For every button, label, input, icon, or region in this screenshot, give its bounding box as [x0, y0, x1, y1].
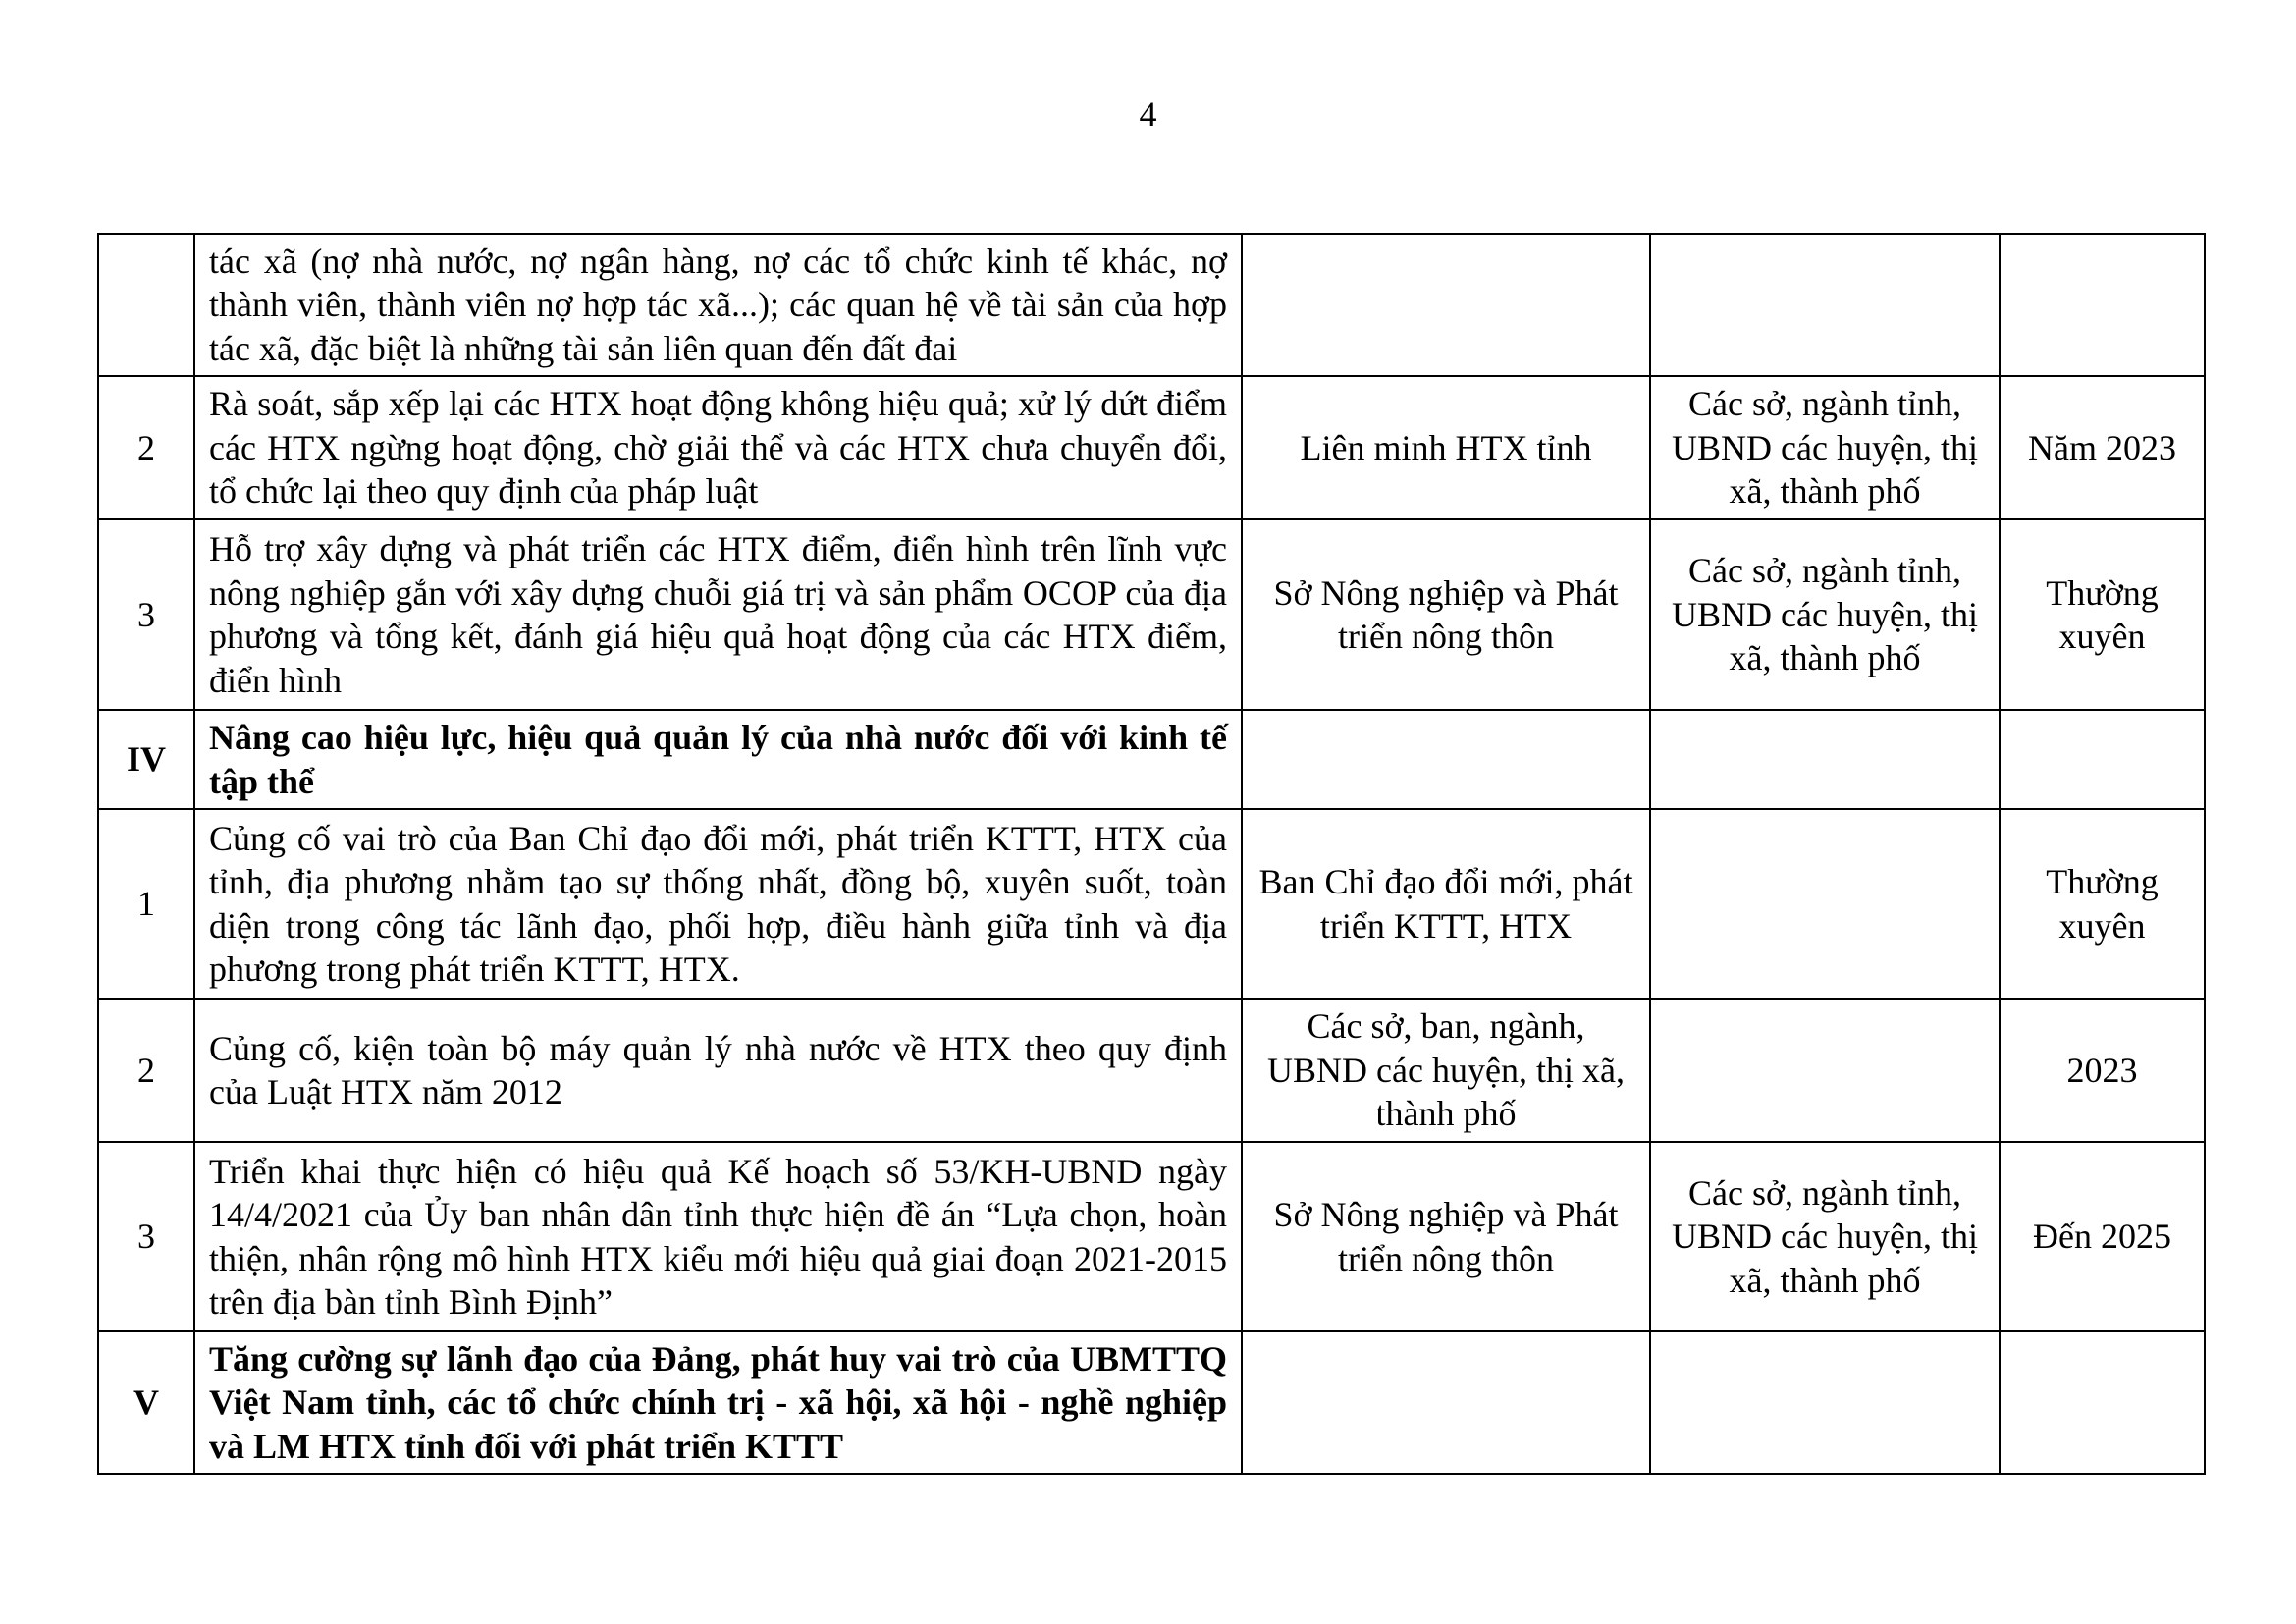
- coordinating-agency: Các sở, ngành tỉnh, UBND các huyện, thị xã, thành phố: [1650, 519, 2000, 710]
- row-number: 2: [98, 999, 194, 1142]
- lead-agency: Sở Nông nghiệp và Phát triển nông thôn: [1242, 519, 1650, 710]
- task-content: Rà soát, sắp xếp lại các HTX hoạt động không hiệu quả; xử lý dứt điểm các HTX ngừng hoạt động, chờ giải thể và các HTX chưa chuyển đổi, tổ chức lại theo quy định của pháp luật: [194, 376, 1242, 519]
- section-number: IV: [98, 710, 194, 809]
- row-number: 2: [98, 376, 194, 519]
- coordinating-agency: [1650, 1331, 2000, 1474]
- completion-time: [2000, 234, 2205, 376]
- lead-agency: [1242, 1331, 1650, 1474]
- lead-agency: Các sở, ban, ngành, UBND các huyện, thị xã, thành phố: [1242, 999, 1650, 1142]
- section-number: V: [98, 1331, 194, 1474]
- completion-time: Đến 2025: [2000, 1142, 2205, 1331]
- completion-time: Thường xuyên: [2000, 809, 2205, 999]
- table-row: [98, 999, 2205, 1142]
- table-row: [98, 1142, 2205, 1331]
- coordinating-agency: [1650, 710, 2000, 809]
- completion-time: 2023: [2000, 999, 2205, 1142]
- completion-time: Năm 2023: [2000, 376, 2205, 519]
- row-number: 1: [98, 809, 194, 999]
- table-row: [98, 234, 2205, 376]
- section-title: Tăng cường sự lãnh đạo của Đảng, phát huy vai trò của UBMTTQ Việt Nam tỉnh, các tổ chức chính trị - xã hội, xã hội - nghề nghiệp và LM HTX tỉnh đối với phát triển KTTT: [194, 1331, 1242, 1474]
- task-content: Củng cố, kiện toàn bộ máy quản lý nhà nước về HTX theo quy định của Luật HTX năm 2012: [194, 999, 1242, 1142]
- page-number: 4: [1139, 94, 1157, 134]
- table-row: [98, 519, 2205, 710]
- completion-time: [2000, 710, 2205, 809]
- lead-agency: Sở Nông nghiệp và Phát triển nông thôn: [1242, 1142, 1650, 1331]
- row-number: 3: [98, 1142, 194, 1331]
- task-content: tác xã (nợ nhà nước, nợ ngân hàng, nợ các tổ chức kinh tế khác, nợ thành viên, thành viên nợ hợp tác xã...); các quan hệ về tài sản của hợp tác xã, đặc biệt là những tài sản liên quan đến đất đai: [194, 234, 1242, 376]
- coordinating-agency: Các sở, ngành tỉnh, UBND các huyện, thị xã, thành phố: [1650, 1142, 2000, 1331]
- completion-time: [2000, 1331, 2205, 1474]
- lead-agency: Ban Chỉ đạo đổi mới, phát triển KTTT, HTX: [1242, 809, 1650, 999]
- lead-agency: Liên minh HTX tỉnh: [1242, 376, 1650, 519]
- coordinating-agency: [1650, 999, 2000, 1142]
- section-row: [98, 710, 2205, 809]
- coordinating-agency: [1650, 809, 2000, 999]
- table-row: [98, 376, 2205, 519]
- section-title: Nâng cao hiệu lực, hiệu quả quản lý của nhà nước đối với kinh tế tập thể: [194, 710, 1242, 809]
- coordinating-agency: Các sở, ngành tỉnh, UBND các huyện, thị xã, thành phố: [1650, 376, 2000, 519]
- table-row: [98, 809, 2205, 999]
- section-row: [98, 1331, 2205, 1474]
- row-number: 3: [98, 519, 194, 710]
- lead-agency: [1242, 710, 1650, 809]
- task-content: Củng cố vai trò của Ban Chỉ đạo đổi mới, phát triển KTTT, HTX của tỉnh, địa phương nhằm tạo sự thống nhất, đồng bộ, xuyên suốt, toàn diện trong công tác lãnh đạo, phối hợp, điều hành giữa tỉnh và địa phương trong phát triển KTTT, HTX.: [194, 809, 1242, 999]
- task-content: Triển khai thực hiện có hiệu quả Kế hoạch số 53/KH-UBND ngày 14/4/2021 của Ủy ban nhân dân tỉnh thực hiện đề án “Lựa chọn, hoàn thiện, nhân rộng mô hình HTX kiểu mới hiệu quả giai đoạn 2021-2015 trên địa bàn tỉnh Bình Định”: [194, 1142, 1242, 1331]
- row-number: [98, 234, 194, 376]
- plan-table: [97, 233, 2206, 1475]
- lead-agency: [1242, 234, 1650, 376]
- coordinating-agency: [1650, 234, 2000, 376]
- completion-time: Thường xuyên: [2000, 519, 2205, 710]
- task-content: Hỗ trợ xây dựng và phát triển các HTX điểm, điển hình trên lĩnh vực nông nghiệp gắn với xây dựng chuỗi giá trị và sản phẩm OCOP của địa phương và tổng kết, đánh giá hiệu quả hoạt động của các HTX điểm, điển hình: [194, 519, 1242, 710]
